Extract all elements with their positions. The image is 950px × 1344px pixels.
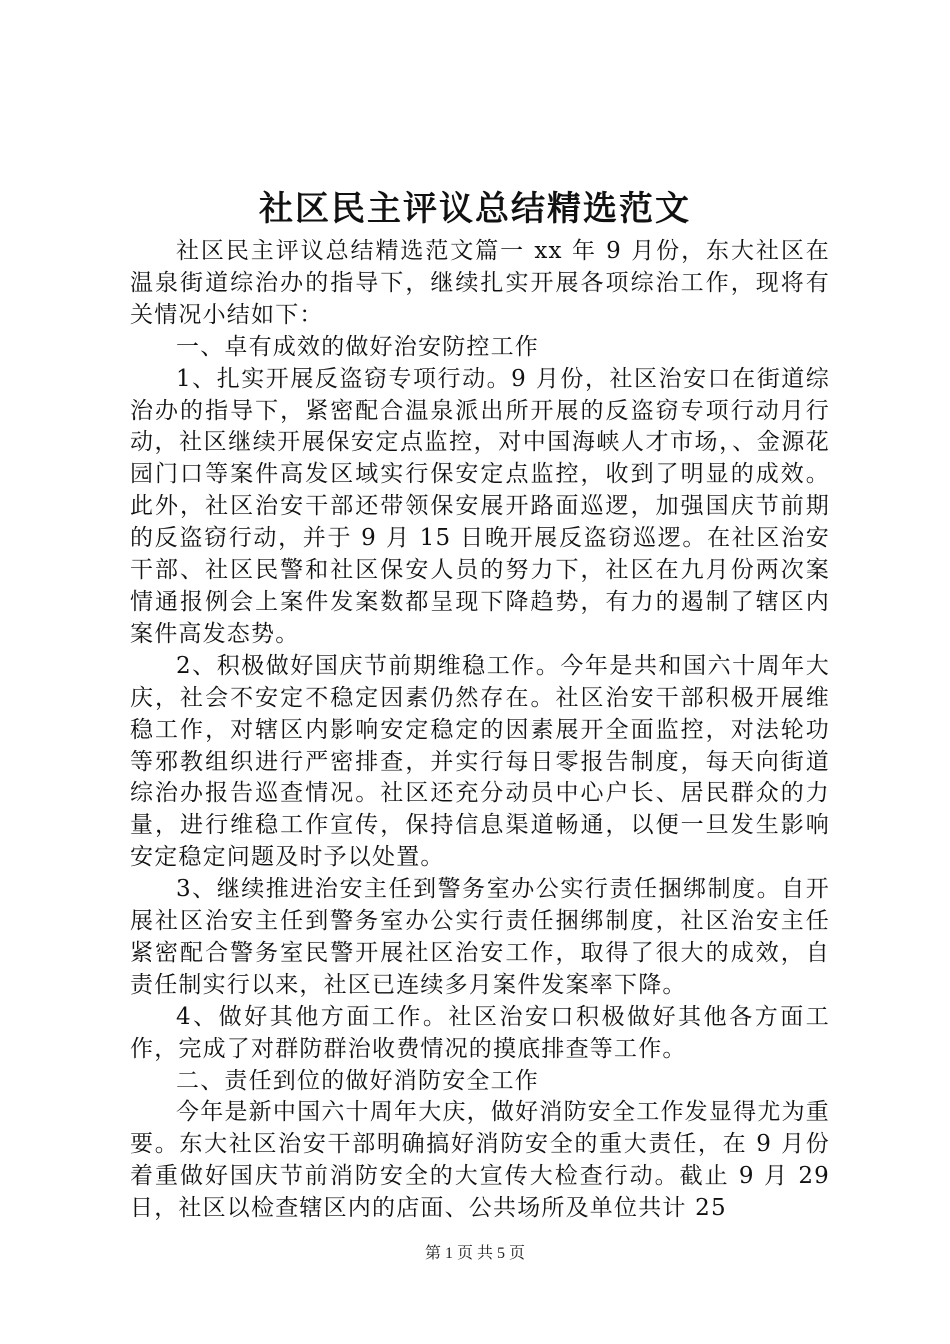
body-paragraph: 3、继续推进治安主任到警务室办公实行责任捆绑制度。自开展社区治安主任到警务室办公实行责任捆绑制度，社区治安主任紧密配合警务室民警开展社区治安工作，取得了很大的成效，自责任制实行以来，社区已连续多月案件发案率下降。 [130, 876, 830, 998]
page-number-footer: 第 1 页 共 5 页 [424, 1245, 525, 1262]
body-paragraph: 4、做好其他方面工作。社区治安口积极做好其他各方面工作，完成了对群防群治收费情况的摸底排查等工作。 [130, 1003, 830, 1062]
document-body [130, 236, 830, 1225]
body-paragraph: 社区民主评议总结精选范文篇一 xx 年 9 月份，东大社区在温泉街道综治办的指导下，继续扎实开展各项综治工作，现将有关情况小结如下： [130, 238, 830, 328]
document-title: 社区民主评议总结精选范文 [259, 189, 691, 229]
body-paragraph: 2、积极做好国庆节前期维稳工作。今年是共和国六十周年大庆，社会不安定不稳定因素仍然存在。社区治安干部积极开展维稳工作，对辖区内影响安定稳定的因素展开全面监控，对法轮功等邪教组织进行严密排查，并实行每日零报告制度，每天向街道综治办报告巡查情况。社区还充分动员中心户长、居民群众的力量，进行维稳工作宣传，保持信息渠道畅通，以便一旦发生影响安定稳定问题及时予以处置。 [130, 652, 830, 871]
section-heading: 一、卓有成效的做好治安防控工作 [176, 333, 539, 360]
body-paragraph: 今年是新中国六十周年大庆，做好消防安全工作发显得尤为重要。东大社区治安干部明确搞好消防安全的重大责任，在 9 月份着重做好国庆节前消防安全的大宣传大检查行动。截止 9 月 29 日，社区以检查辖区内的店面、公共场所及单位共计 25 [130, 1099, 830, 1222]
body-paragraph: 1、扎实开展反盗窃专项行动。9 月份，社区治安口在街道综治办的指导下，紧密配合温泉派出所开展的反盗窃专项行动月行动，社区继续开展保安定点监控，对中国海峡人才市场，、金源花园门口等案件高发区域实行保安定点监控，收到了明显的成效。此外，社区治安干部还带领保安展开路面巡逻，加强国庆节前期的反盗窃行动，并于 9 月 15 日晚开展反盗窃巡逻。在社区治安干部、社区民警和社区保安人员的努力下，社区在九月份两次案情通报例会上案件发案数都呈现下降趋势，有力的遏制了辖区内案件高发态势。 [130, 365, 830, 647]
section-heading: 二、责任到位的做好消防安全工作 [176, 1067, 539, 1094]
